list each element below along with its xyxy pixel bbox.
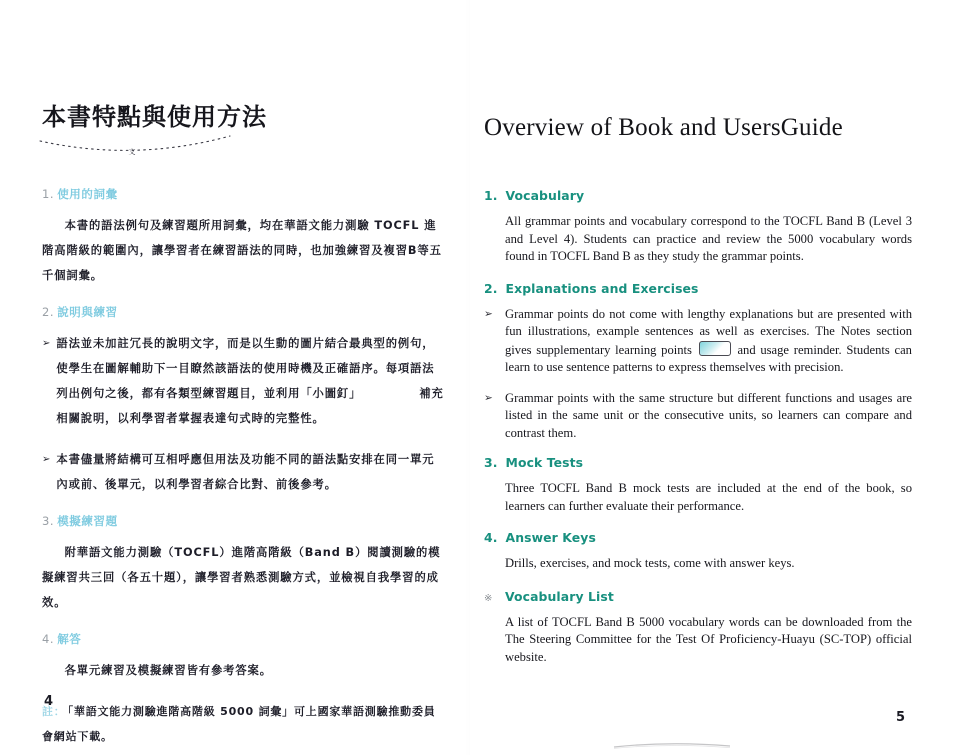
english-section-title-1: Vocabulary — [505, 188, 585, 203]
chinese-section-heading-2 — [42, 304, 444, 320]
page-number-right: 5 — [896, 710, 906, 725]
english-bullet-2-2 — [484, 390, 912, 443]
english-section-number-3: 3. — [484, 455, 498, 470]
chinese-body — [42, 186, 444, 749]
english-paragraph-4-1: Drills, exercises, and mock tests, come with answer keys. — [505, 556, 795, 570]
chinese-section-title-3: 模擬練習題 — [57, 514, 118, 528]
chinese-section-number-1: 1. — [42, 187, 55, 201]
arrow-bullet-icon: ➢ — [484, 308, 493, 320]
chinese-section-heading-4 — [42, 631, 444, 647]
chinese-section-number-3: 3. — [42, 514, 55, 528]
chinese-bullet-2-1 — [42, 331, 444, 431]
title-decorative-rule — [36, 132, 234, 162]
chinese-page-title: 本書特點與使用方法 — [42, 103, 267, 131]
inline-figure-slot — [361, 387, 419, 401]
english-section-title-3: Mock Tests — [505, 455, 584, 470]
chinese-section-title-4: 解答 — [57, 632, 82, 646]
english-section-heading-5 — [484, 589, 912, 604]
english-section-title-2: Explanations and Exercises — [505, 280, 699, 296]
english-section-heading-2 — [484, 281, 912, 296]
note-box-icon — [699, 341, 731, 356]
english-section-title-4: Answer Keys — [505, 530, 596, 545]
english-section-heading-3 — [484, 455, 912, 470]
english-bullet-2-1-text-after: and usage reminder. Students can learn to use sentence patterns to express themselves with precision. — [505, 342, 912, 374]
chinese-paragraph-3-1: 附華語文能力測驗（TOCFL）進階高階級（Band B）閱讀測驗的模擬練習共三回（各五十題），讓學習者熟悉測驗方式，並檢視自我學習的成效。 — [42, 546, 441, 609]
chinese-section-heading-3 — [42, 513, 444, 529]
english-bullet-2-1-text-before: Grammar points do not come with lengthy explanations but are presented with fun illustrations, example sentences as well as exercises. The Notes section gives supplementary learning points — [505, 306, 912, 357]
chinese-section-heading-1 — [42, 186, 444, 202]
chinese-footnote — [42, 699, 444, 749]
english-page-title: Overview of Book and UsersGuide — [484, 114, 843, 141]
page-number-left: 4 — [44, 694, 54, 709]
chinese-bullet-2-1-text-after: 補充相關說明，以利學習者掌握表達句式時的完整性。 — [56, 387, 444, 425]
english-bullet-2-1-body — [505, 306, 912, 377]
english-section-heading-1 — [484, 188, 912, 203]
english-section-heading-4 — [484, 530, 912, 545]
reference-mark-icon: ※ — [484, 592, 493, 604]
english-paragraph-5-1: A list of TOCFL Band B 5000 vocabulary words can be downloaded from the The Steering Committee for the Test Of Proficiency-Huayu (SC-TOP) official website. — [505, 614, 912, 664]
chinese-footnote-text: 「華語文能力測驗進階高階級 5000 詞彙」可上國家華語測驗推動委員會網站下載。 — [42, 705, 436, 743]
chinese-bullet-2-2-text: 本書儘量將結構可互相呼應但用法及功能不同的語法點安排在同一單元內或前、後單元，以利學習者綜合比對、前後參考。 — [56, 453, 435, 491]
arrow-bullet-icon: ➢ — [42, 338, 51, 349]
chinese-bullet-2-2 — [42, 447, 444, 497]
chinese-bullet-2-1-body — [56, 331, 444, 431]
arrow-bullet-icon: ➢ — [42, 454, 51, 465]
left-page — [0, 0, 470, 755]
chinese-bullet-2-1-text-before: 語法並未加註冗長的說明文字，而是以生動的圖片結合最典型的例句，使學生在圖解輔助下一目瞭然該語法的使用時機及正確語序。每項語法列出例句之後，都有各類型練習題目，並利用「小圖釘」 — [56, 337, 435, 400]
english-paragraph-1-1: All grammar points and vocabulary correspond to the TOCFL Band B (Level 3 and Level 4). Students can practice and review the 5000 vocabulary words found in TOCFL Band B as they study the grammar points. — [505, 214, 912, 263]
arrow-bullet-icon: ➢ — [484, 392, 493, 404]
chinese-footnote-marker: 註： — [42, 705, 66, 718]
english-section-number-4: 4. — [484, 530, 498, 545]
chinese-title-block — [42, 103, 302, 156]
svg-text:文: 文 — [128, 148, 136, 156]
english-section-number-1: 1. — [484, 188, 498, 203]
chinese-section-number-2: 2. — [42, 305, 55, 319]
english-section-number-2: 2. — [484, 280, 498, 296]
english-bullet-2-2-text: Grammar points with the same structure but different functions and usages are listed in the same unit or the consecutive units, so learners can compare and contrast them. — [505, 390, 912, 440]
english-body — [484, 188, 912, 681]
chinese-section-number-4: 4. — [42, 632, 55, 646]
english-bullet-2-1 — [484, 306, 912, 377]
english-section-title-5: Vocabulary List — [505, 588, 614, 604]
chinese-paragraph-4-1: 各單元練習及模擬練習皆有參考答案。 — [64, 664, 272, 677]
english-paragraph-3-1: Three TOCFL Band B mock tests are included at the end of the book, so learners can further evaluate their performance. — [505, 481, 912, 513]
chinese-paragraph-1-1: 本書的語法例句及練習題所用詞彙，均在華語文能力測驗 TOCFL 進階高階級的範圍內，讓學習者在練習語法的同時，也加強練習及複習B等五千個詞彙。 — [42, 219, 442, 282]
chinese-section-title-2: 說明與練習 — [57, 305, 118, 319]
chinese-section-title-1: 使用的詞彙 — [57, 187, 118, 201]
